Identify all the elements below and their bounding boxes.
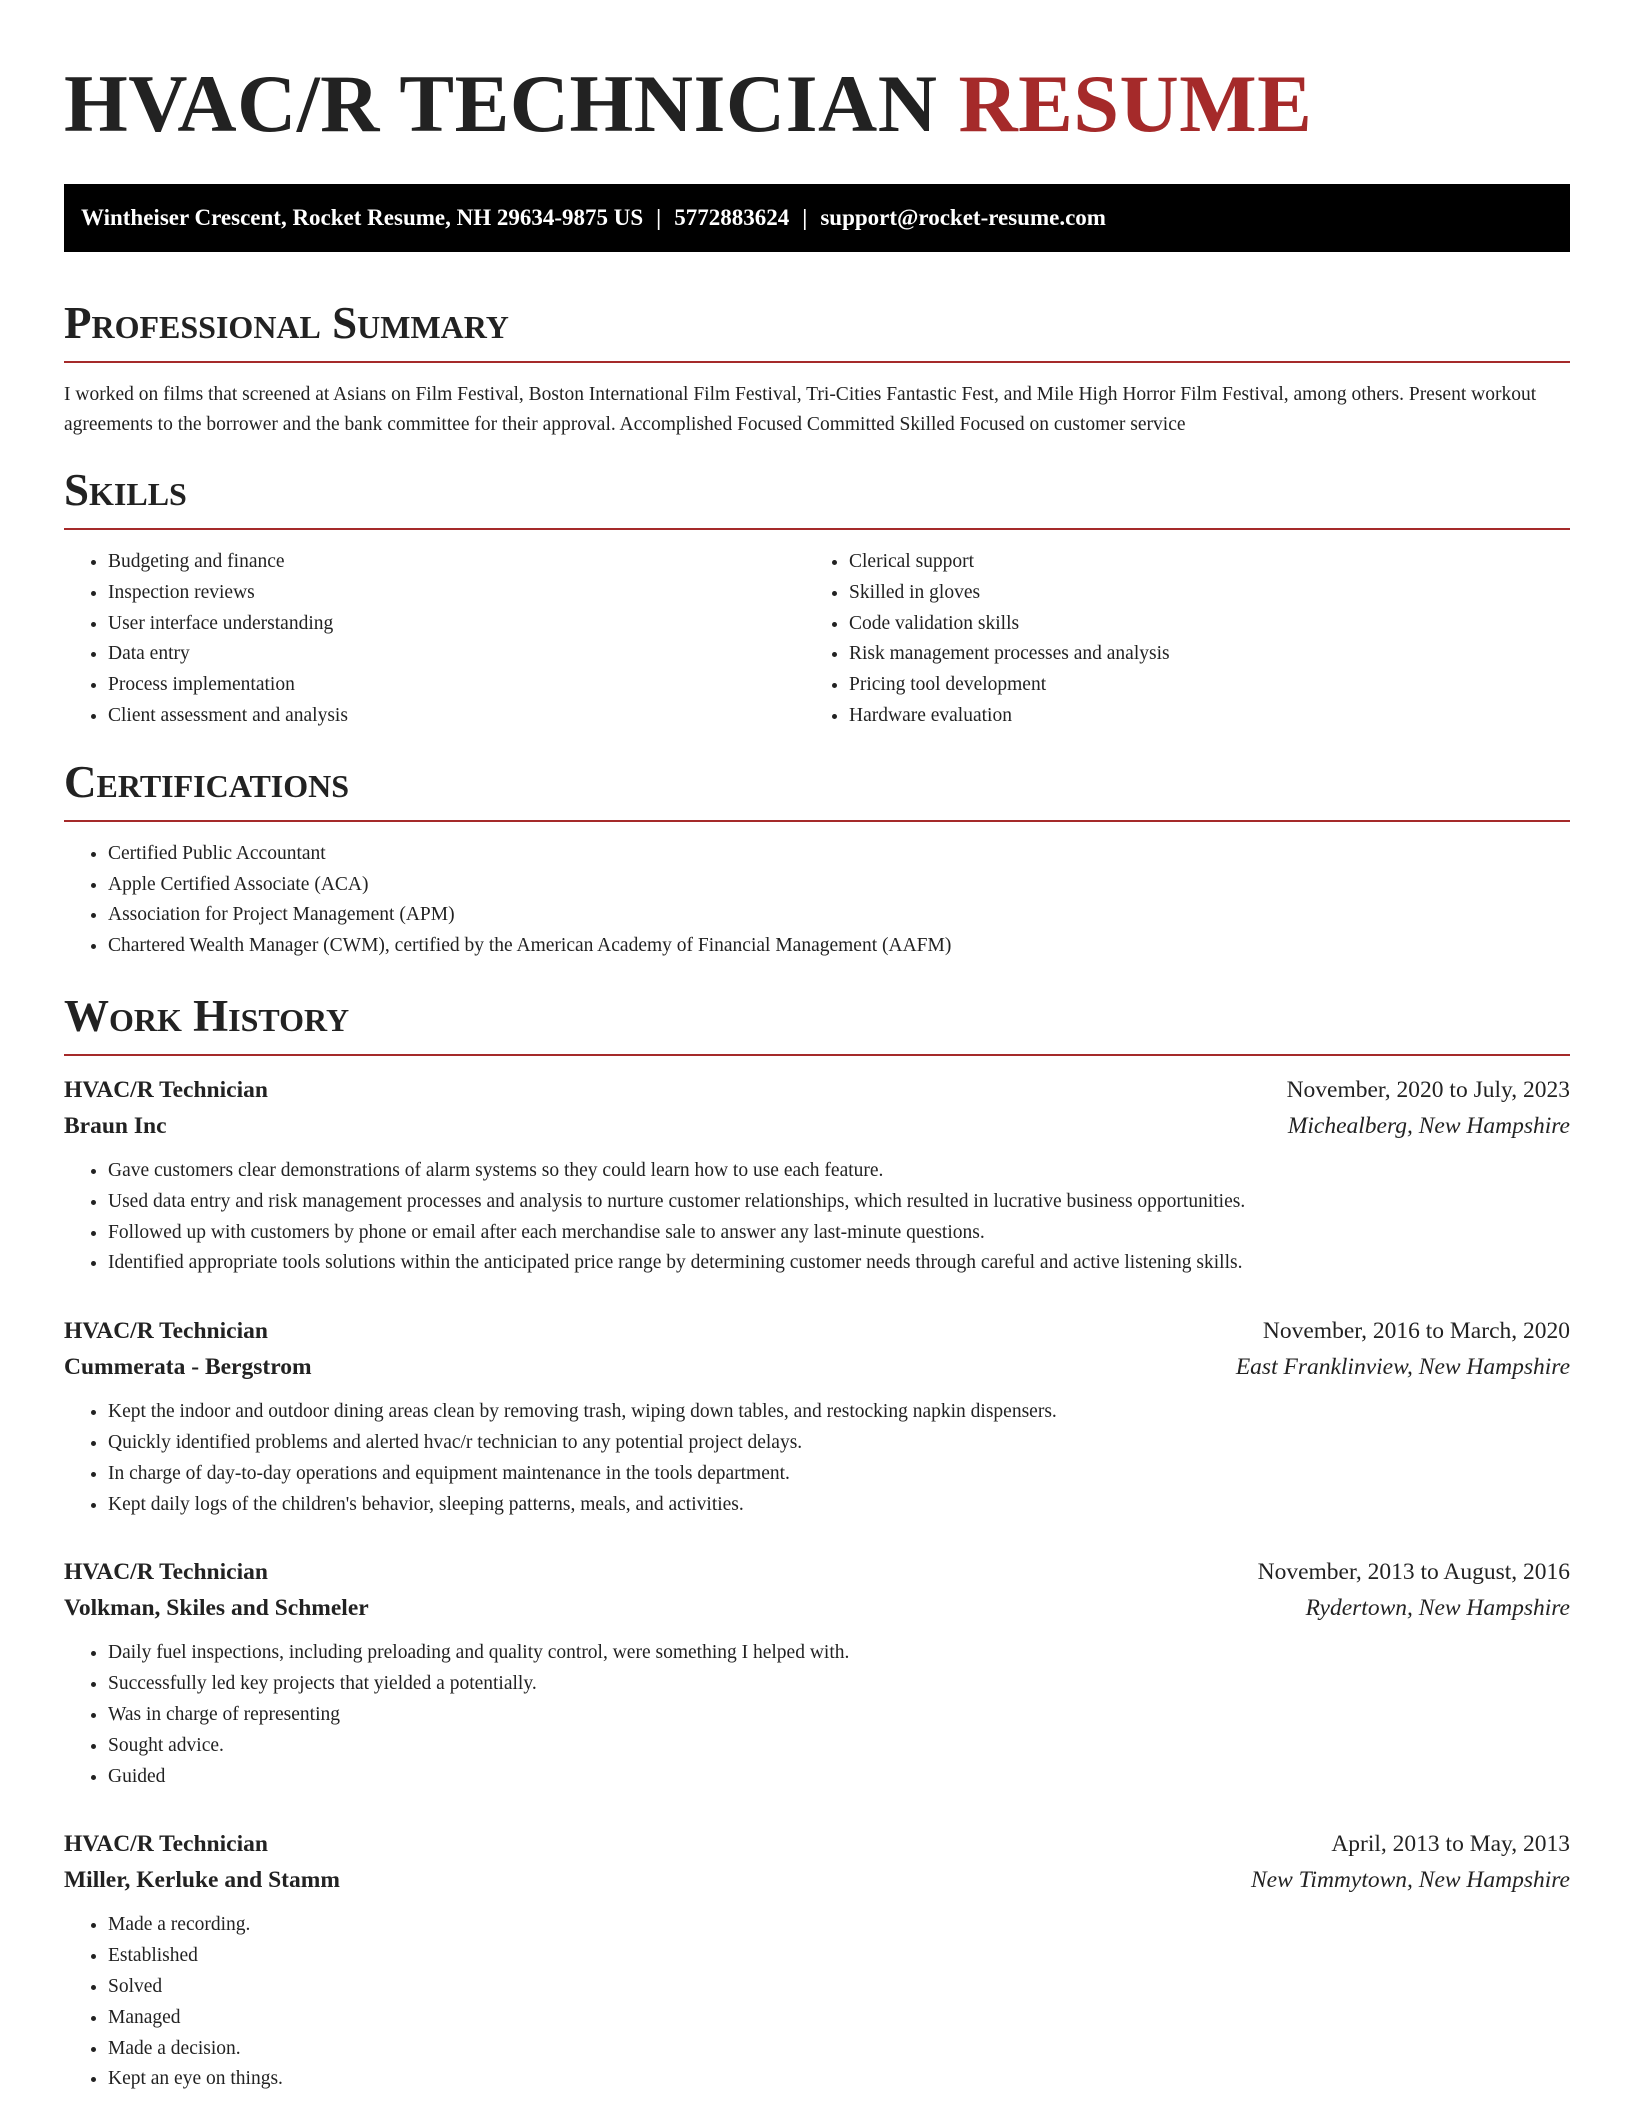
job-duty: • Daily fuel inspections, including preloading and quality control, were something I helped with. (108, 1638, 1570, 1669)
certifications-heading: Certifications (64, 756, 350, 807)
skill-item: • Pricing tool development (849, 670, 1546, 701)
job-dates: November, 2020 to July, 2023 (1286, 1076, 1570, 1103)
job-duties-list (64, 1910, 1570, 2095)
section-divider (64, 528, 1570, 530)
job-title: HVAC/R Technician (64, 1076, 268, 1103)
job-duty: • Established (108, 1941, 1570, 1972)
job-duty: • Kept an eye on things. (108, 2064, 1570, 2095)
job-location: Michealberg, New Hampshire (1287, 1112, 1570, 1139)
skill-item: • Hardware evaluation (849, 701, 1546, 732)
certifications-list (64, 839, 1570, 962)
job-header-row (64, 1072, 1570, 1108)
title-main: HVAC/R TECHNICIAN (64, 58, 959, 149)
resume-page (64, 0, 1570, 2095)
skill-item: • Data entry (108, 639, 805, 670)
job-header-row (64, 1313, 1570, 1349)
skills-list-right (805, 547, 1546, 732)
job-duties-list (64, 1397, 1570, 1520)
skill-item: • Clerical support (849, 547, 1546, 578)
skills-grid (64, 547, 1570, 732)
contact-bar (64, 184, 1570, 252)
certification-item: • Chartered Wealth Manager (CWM), certified by the American Academy of Financial Management (AAFM) (108, 931, 1570, 962)
section-divider (64, 1054, 1570, 1056)
contact-phone: 5772883624 (674, 205, 790, 230)
job-location: East Franklinview, New Hampshire (1235, 1354, 1570, 1381)
job-duty: • Guided (108, 1762, 1570, 1793)
skill-item: • User interface understanding (108, 609, 805, 640)
job-duty: • Solved (108, 1972, 1570, 2003)
certifications-section (64, 756, 1570, 962)
section-divider (64, 361, 1570, 363)
job-header-row (64, 1826, 1570, 1862)
job-duty: • Kept daily logs of the children's behavior, sleeping patterns, meals, and activities. (108, 1490, 1570, 1521)
job-duty: • Followed up with customers by phone or email after each merchandise sale to answer any last-minute questions. (108, 1218, 1570, 1249)
job-entry (64, 1313, 1570, 1520)
summary-section (64, 297, 1570, 440)
contact-separator: | (802, 205, 808, 230)
job-entry (64, 1072, 1570, 1279)
job-duties-list (64, 1638, 1570, 1792)
skills-column-left (64, 547, 805, 732)
job-duty: • Successfully led key projects that yielded a potentially. (108, 1669, 1570, 1700)
contact-email[interactable]: support@rocket-resume.com (820, 205, 1106, 230)
job-entry (64, 1826, 1570, 2095)
job-dates: November, 2016 to March, 2020 (1262, 1318, 1570, 1345)
section-divider (64, 820, 1570, 822)
job-location: New Timmytown, New Hampshire (1250, 1867, 1570, 1894)
job-duty: • Gave customers clear demonstrations of alarm systems so they could learn how to use each feature. (108, 1156, 1570, 1187)
contact-address: Wintheiser Crescent, Rocket Resume, NH 29634-9875 US (81, 205, 644, 230)
skill-item: • Process implementation (108, 670, 805, 701)
work-history-heading: Work History (64, 990, 350, 1041)
job-duty: • Kept the indoor and outdoor dining areas clean by removing trash, wiping down tables, and restocking napkin dispensers. (108, 1397, 1570, 1428)
skills-column-right (805, 547, 1546, 732)
certification-item: • Association for Project Management (APM) (108, 900, 1570, 931)
title-accent: RESUME (958, 58, 1313, 149)
job-company-row (64, 1108, 1570, 1144)
skills-heading: Skills (64, 465, 187, 515)
job-title: HVAC/R Technician (64, 1559, 268, 1586)
job-company: Braun Inc (64, 1112, 167, 1139)
summary-text: I worked on films that screened at Asians on Film Festival, Boston International Film Festival, Tri-Cities Fantastic Fest, and Mile High Horror Film Festival, among others. Present workout agreements to the borrower and the bank committee for their approval. Accomplished Focused Committed Skilled Focused on customer service (64, 384, 1537, 435)
skill-item: • Inspection reviews (108, 578, 805, 609)
job-duty: • Quickly identified problems and alerted hvac/r technician to any potential project delays. (108, 1428, 1570, 1459)
skills-section (64, 464, 1570, 732)
job-company: Volkman, Skiles and Schmeler (64, 1595, 369, 1622)
job-duty: • Made a decision. (108, 2034, 1570, 2065)
skill-item: • Risk management processes and analysis (849, 639, 1546, 670)
job-company: Cummerata - Bergstrom (64, 1354, 312, 1381)
summary-heading: Professional Summary (64, 298, 509, 348)
resume-title (64, 0, 1570, 150)
job-duties-list (64, 1156, 1570, 1279)
contact-separator: | (656, 205, 662, 230)
job-location: Rydertown, New Hampshire (1305, 1595, 1570, 1622)
job-entry (64, 1554, 1570, 1792)
skill-item: • Code validation skills (849, 609, 1546, 640)
job-duty: • Identified appropriate tools solutions within the anticipated price range by determining customer needs through careful and active listening skills. (108, 1248, 1570, 1279)
job-duty: • Managed (108, 2003, 1570, 2034)
job-dates: April, 2013 to May, 2013 (1331, 1831, 1570, 1858)
skill-item: • Client assessment and analysis (108, 701, 805, 732)
job-title: HVAC/R Technician (64, 1831, 268, 1858)
job-dates: November, 2013 to August, 2016 (1257, 1559, 1570, 1586)
job-company-row (64, 1590, 1570, 1626)
job-title: HVAC/R Technician (64, 1318, 268, 1345)
job-company-row (64, 1349, 1570, 1385)
certification-item: • Certified Public Accountant (108, 839, 1570, 870)
job-duty: • In charge of day-to-day operations and equipment maintenance in the tools department. (108, 1459, 1570, 1490)
job-header-row (64, 1554, 1570, 1590)
job-company: Miller, Kerluke and Stamm (64, 1867, 340, 1894)
job-company-row (64, 1862, 1570, 1898)
job-duty: • Made a recording. (108, 1910, 1570, 1941)
skill-item: • Budgeting and finance (108, 547, 805, 578)
job-duty: • Sought advice. (108, 1731, 1570, 1762)
job-duty: • Was in charge of representing (108, 1700, 1570, 1731)
skills-list-left (64, 547, 805, 732)
work-history-section (64, 990, 1570, 2095)
certification-item: • Apple Certified Associate (ACA) (108, 870, 1570, 901)
skill-item: • Skilled in gloves (849, 578, 1546, 609)
job-duty: • Used data entry and risk management processes and analysis to nurture customer relationships, which resulted in lucrative business opportunities. (108, 1187, 1570, 1218)
